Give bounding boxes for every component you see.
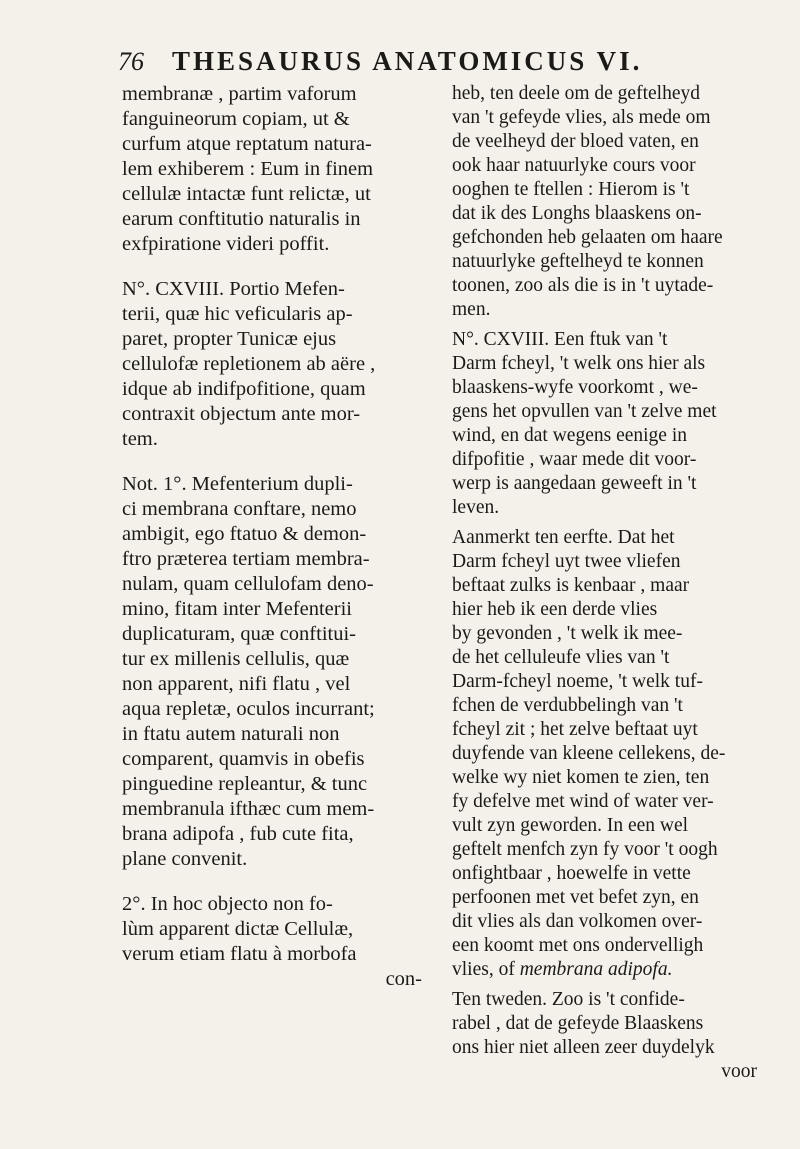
latin-column xyxy=(122,82,422,992)
text-line: N°. CXVIII. Portio Mefen- xyxy=(122,278,345,300)
text-line: contraxit objectum ante mor- xyxy=(122,403,361,425)
page-number: 76 xyxy=(118,47,144,76)
text-line: N°. CXVIII. Een ftuk van 't xyxy=(452,329,668,350)
text-line: aqua repletæ, oculos incurrant; xyxy=(122,698,375,720)
text-line: de het celluleufe vlies van 't xyxy=(452,647,670,668)
text-line: ooghen te ftellen : Hierom is 't xyxy=(452,179,690,200)
text-line: dit vlies als dan volkomen over- xyxy=(452,911,703,932)
text-line: ons hier niet alleen zeer duydelyk xyxy=(452,1037,715,1058)
page-header xyxy=(118,46,760,77)
text-line: membranula ifthæc cum mem- xyxy=(122,798,375,820)
text-line: lem exhiberem : Eum in finem xyxy=(122,158,374,180)
text-line: earum conftitutio naturalis in xyxy=(122,208,361,230)
text-line: Aanmerkt ten eerfte. Dat het xyxy=(452,527,675,548)
text-line: men. xyxy=(452,299,491,320)
text-line: geftelt menfch zyn fy voor 't oogh xyxy=(452,839,718,860)
text-line: de veelheyd der bloed vaten, en xyxy=(452,131,699,152)
text-line: natuurlyke geftelheyd te konnen xyxy=(452,251,704,272)
text-line: hier heb ik een derde vlies xyxy=(452,599,658,620)
latin-paragraph-3 xyxy=(122,472,422,872)
text-line: in ftatu autem naturali non xyxy=(122,723,340,745)
text-line: blaaskens-wyfe voorkomt , we- xyxy=(452,377,698,398)
text-line: ambigit, ego ftatuo & demon- xyxy=(122,523,367,545)
text-line: curfum atque reptatum natura- xyxy=(122,133,372,155)
text-line: een koomt met ons ondervelligh xyxy=(452,935,704,956)
text-italic: membrana adipofa. xyxy=(519,959,673,980)
text-line: duyfende van kleene cellekens, de- xyxy=(452,743,726,764)
dutch-paragraph-3 xyxy=(452,526,757,982)
text-line: dat ik des Longhs blaaskens on- xyxy=(452,203,702,224)
text-line: non apparent, nifi flatu , vel xyxy=(122,673,351,695)
text-line: pinguedine repleantur, & tunc xyxy=(122,773,368,795)
text-line: plane convenit. xyxy=(122,848,248,870)
text-line: Not. 1°. Mefenterium dupli- xyxy=(122,473,353,495)
text-line: vult zyn geworden. In een wel xyxy=(452,815,689,836)
text-line: gens het opvullen van 't zelve met xyxy=(452,401,717,422)
text-line: fcheyl zit ; het zelve beftaat uyt xyxy=(452,719,698,740)
text-line: tur ex millenis cellulis, quæ xyxy=(122,648,350,670)
text-line: Darm-fcheyl noeme, 't welk tuf- xyxy=(452,671,703,692)
text-line: ci membrana conftare, nemo xyxy=(122,498,357,520)
text-line: Ten tweden. Zoo is 't confide- xyxy=(452,989,685,1010)
dutch-paragraph-1 xyxy=(452,82,757,322)
text-line: terii, quæ hic veficularis ap- xyxy=(122,303,353,325)
text-line: paret, propter Tunicæ ejus xyxy=(122,328,337,350)
text-line: difpofitie , waar mede dit voor- xyxy=(452,449,697,470)
text-line: lùm apparent dictæ Cellulæ, xyxy=(122,918,354,940)
text-line: cellulofæ repletionem ab aëre , xyxy=(122,353,376,375)
latin-paragraph-4 xyxy=(122,892,422,967)
text-line: comparent, quamvis in obefis xyxy=(122,748,365,770)
latin-paragraph-1 xyxy=(122,82,422,257)
text-plain: vlies, of xyxy=(452,959,520,980)
text-line: fanguineorum copiam, ut & xyxy=(122,108,350,130)
text-line: rabel , dat de gefeyde Blaaskens xyxy=(452,1013,704,1034)
text-line: ftro præterea tertiam membra- xyxy=(122,548,370,570)
text-line: van 't gefeyde vlies, als mede om xyxy=(452,107,711,128)
catchword: con- xyxy=(385,968,422,990)
text-line: ook haar natuurlyke cours voor xyxy=(452,155,696,176)
text-line: gefchonden heb gelaaten om haare xyxy=(452,227,723,248)
text-line: mino, fitam inter Mefenterii xyxy=(122,598,352,620)
text-line: tem. xyxy=(122,428,158,450)
dutch-paragraph-2 xyxy=(452,328,757,520)
text-line: fy defelve met wind of water ver- xyxy=(452,791,714,812)
text-line: idque ab indifpofitione, quam xyxy=(122,378,366,400)
text-line: exfpiratione videri poffit. xyxy=(122,233,330,255)
text-line: by gevonden , 't welk ik mee- xyxy=(452,623,683,644)
catchword: voor xyxy=(721,1061,757,1082)
text-line: verum etiam flatu à morbofa xyxy=(122,943,357,965)
text-line: werp is aangedaan geweeft in 't xyxy=(452,473,697,494)
dutch-paragraph-4 xyxy=(452,988,757,1060)
text-line: duplicaturam, quæ conftitui- xyxy=(122,623,356,645)
text-line: leven. xyxy=(452,497,500,518)
text-line: beftaat zulks is kenbaar , maar xyxy=(452,575,690,596)
text-line xyxy=(452,958,757,982)
running-title: THESAURUS ANATOMICUS VI. xyxy=(172,46,643,76)
text-line: brana adipofa , fub cute fita, xyxy=(122,823,354,845)
latin-paragraph-2 xyxy=(122,277,422,452)
text-line: nulam, quam cellulofam deno- xyxy=(122,573,374,595)
text-line: heb, ten deele om de geftelheyd xyxy=(452,83,700,104)
text-line: cellulæ intactæ funt relictæ, ut xyxy=(122,183,371,205)
text-line: toonen, zoo als die is in 't uytade- xyxy=(452,275,714,296)
text-line: perfoonen met vet befet zyn, en xyxy=(452,887,699,908)
text-line: fchen de verdubbelingh van 't xyxy=(452,695,683,716)
text-line: onfightbaar , hoewelfe in vette xyxy=(452,863,691,884)
text-line: membranæ , partim vaforum xyxy=(122,83,357,105)
dutch-column xyxy=(452,82,757,1084)
text-line: wind, en dat wegens eenige in xyxy=(452,425,688,446)
text-line: Darm fcheyl, 't welk ons hier als xyxy=(452,353,706,374)
text-line: 2°. In hoc objecto non fo- xyxy=(122,893,333,915)
text-line: welke wy niet komen te zien, ten xyxy=(452,767,710,788)
text-line: Darm fcheyl uyt twee vliefen xyxy=(452,551,681,572)
